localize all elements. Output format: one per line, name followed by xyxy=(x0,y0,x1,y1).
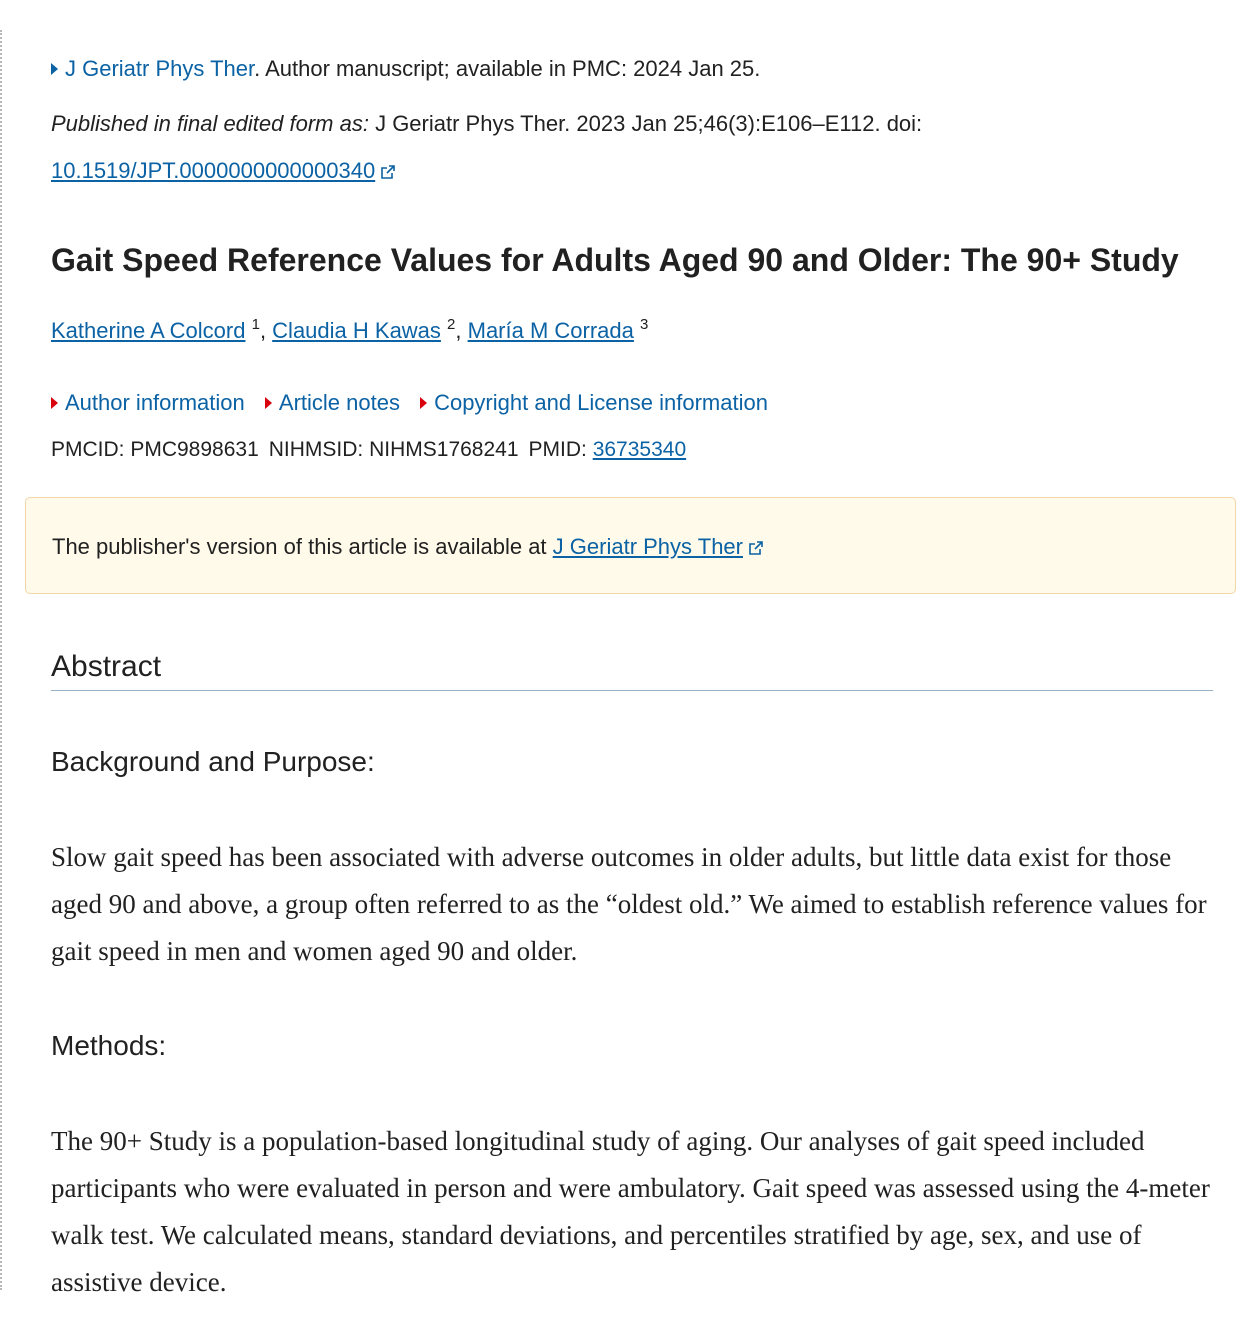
expand-triangle-icon xyxy=(420,397,427,409)
external-link-icon xyxy=(381,165,395,179)
background-heading: Background and Purpose: xyxy=(51,746,375,777)
publisher-journal-link[interactable] xyxy=(553,534,763,559)
publisher-version-notice xyxy=(25,497,1236,594)
notice-text: The publisher's version of this article is available at xyxy=(52,534,553,559)
doi-link[interactable] xyxy=(51,158,395,183)
journal-line xyxy=(51,54,760,84)
expand-triangle-icon xyxy=(265,397,272,409)
publisher-journal-link-text: J Geriatr Phys Ther xyxy=(552,534,743,559)
doi-link-text: 10.1519/JPT.0000000000000340 xyxy=(51,158,376,183)
methods-paragraph: The 90+ Study is a population-based longitudinal study of aging. Our analyses of gait speed included participants who were evaluated in person and were ambulatory. Gait speed was assessed using the 4-meter walk test. We calculated means, standard deviations, and percentiles stratified by age, sex, and use of assistive device. xyxy=(51,1126,1210,1297)
author-list: Katherine A Colcord $^1$, Claudia H Kawas $^2$, María M Corrada $^3$ xyxy=(51,316,649,343)
author-link[interactable]: Claudia H Kawas xyxy=(272,318,441,343)
toggle-label: Copyright and License information xyxy=(434,390,768,415)
citation-text: J Geriatr Phys Ther. 2023 Jan 25;46(3):E106–E112. doi: xyxy=(368,111,923,136)
abstract-heading: Abstract xyxy=(51,646,1213,691)
pmcid: PMCID: PMC9898631 xyxy=(51,438,259,461)
affiliation-marker[interactable]: 1 xyxy=(251,316,260,333)
expand-triangle-icon[interactable] xyxy=(51,63,58,75)
affiliation-marker[interactable]: 3 xyxy=(640,316,649,333)
availability-text: . Author manuscript; available in PMC: 2024 Jan 25. xyxy=(254,56,761,81)
toggle-label: Article notes xyxy=(278,390,400,415)
expand-triangle-icon xyxy=(51,397,58,409)
pmid-link[interactable]: 36735340 xyxy=(592,438,687,461)
external-link-icon xyxy=(749,541,763,555)
published-citation xyxy=(51,100,1226,194)
page-edge-dots xyxy=(0,30,6,1290)
author-information-toggle[interactable] xyxy=(51,387,245,419)
affiliation-marker[interactable]: 2 xyxy=(447,316,456,333)
article-info-toggles xyxy=(51,387,782,419)
article-notes-toggle[interactable] xyxy=(265,387,400,419)
pmid-label: PMID: xyxy=(528,438,593,461)
journal-link[interactable]: J Geriatr Phys Ther xyxy=(65,56,255,81)
copyright-license-toggle[interactable] xyxy=(420,387,768,419)
article-title: Gait Speed Reference Values for Adults Aged 90 and Older: The 90+ Study xyxy=(51,242,1179,278)
nihmsid: NIHMSID: NIHMS1768241 xyxy=(268,438,519,461)
author-link[interactable]: María M Corrada xyxy=(467,318,634,343)
author-link[interactable]: Katherine A Colcord xyxy=(51,318,246,343)
article-identifiers xyxy=(51,435,686,465)
methods-heading: Methods: xyxy=(51,1030,167,1061)
toggle-label: Author information xyxy=(65,390,245,415)
background-paragraph: Slow gait speed has been associated with adverse outcomes in older adults, but little data exist for those aged 90 and above, a group often referred to as the “oldest old.” We aimed to establish reference values for gait speed in men and women aged 90 and older. xyxy=(51,842,1207,966)
published-prefix: Published in final edited form as: xyxy=(51,111,369,136)
